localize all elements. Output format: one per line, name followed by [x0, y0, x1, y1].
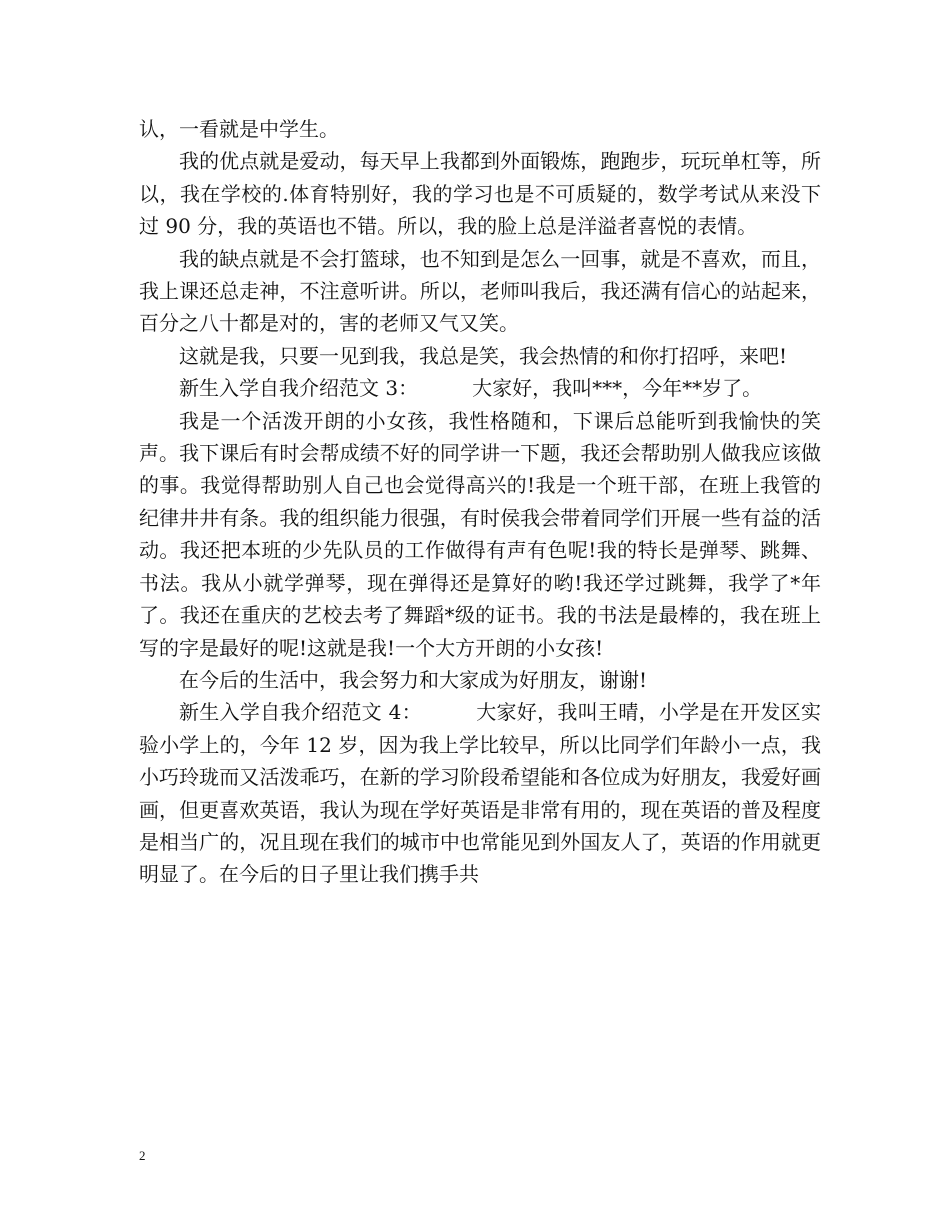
- paragraph-closing: 这就是我，只要一见到我，我总是笑，我会热情的和你打招呼，来吧!: [179, 343, 788, 368]
- sample-4-text: 大家好，我叫王晴，小学是在开发区实验小学上的，今年 12 岁，因为我上学比较早，所以比同学们年龄小一点，我小巧玲珑而又活泼乖巧，在新的学习阶段希望能和各位成为好朋友，我爱好画画，但更喜欢英语，我认为现在学好英语是非常有用的，现在英语的普及程度是相当广的，况且现在我们的城市中也常能见到外国友人了，英语的作用就更明显了。在今后的日子里让我们携手共: [139, 700, 821, 887]
- sample-4-intro: [139, 696, 821, 890]
- sample-3-heading: 新生入学自我介绍范文 3：: [179, 376, 419, 401]
- document-body: [139, 113, 821, 891]
- paragraph-strengths: 我的优点就是爱动，每天早上我都到外面锻炼，跑跑步，玩玩单杠等，所以，我在学校的.体育特别好，我的学习也是不可质疑的，数学考试从来没下过 90 分，我的英语也不错。所以，我的脸上总是洋溢者喜悦的表情。: [139, 149, 821, 239]
- paragraph-weaknesses: 我的缺点就是不会打篮球，也不知到是怎么一回事，就是不喜欢，而且，我上课还总走神，不注意听讲。所以，老师叫我后，我还满有信心的站起来，百分之八十都是对的，害的老师又气又笑。: [139, 246, 821, 336]
- paragraph-personality: 我是一个活泼开朗的小女孩，我性格随和，下课后总能听到我愉快的笑声。我下课后有时会帮成绩不好的同学讲一下题，我还会帮助别人做我应该做的事。我觉得帮助别人自己也会觉得高兴的!我是一个班干部，在班上我管的纪律井井有条。我的组织能力很强，有时侯我会带着同学们开展一些有益的活动。我还把本班的少先队员的工作做得有声有色呢!我的特长是弹琴、跳舞、书法。我从小就学弹琴，现在弹得还是算好的哟!我还学过跳舞，我学了*年了。我还在重庆的艺校去考了舞蹈*级的证书。我的书法是最棒的，我在班上写的字是最好的呢!这就是我!一个大方开朗的小女孩!: [139, 408, 821, 660]
- paragraph-continuation: 认，一看就是中学生。: [139, 117, 339, 141]
- sample-3-text: 大家好，我叫***，今年**岁了。: [472, 376, 763, 401]
- sample-3-intro: [139, 372, 821, 404]
- paragraph-future: 在今后的生活中，我会努力和大家成为好朋友，谢谢!: [179, 667, 648, 692]
- sample-4-heading: 新生入学自我介绍范文 4：: [179, 700, 422, 725]
- page-number: 2: [139, 1148, 146, 1163]
